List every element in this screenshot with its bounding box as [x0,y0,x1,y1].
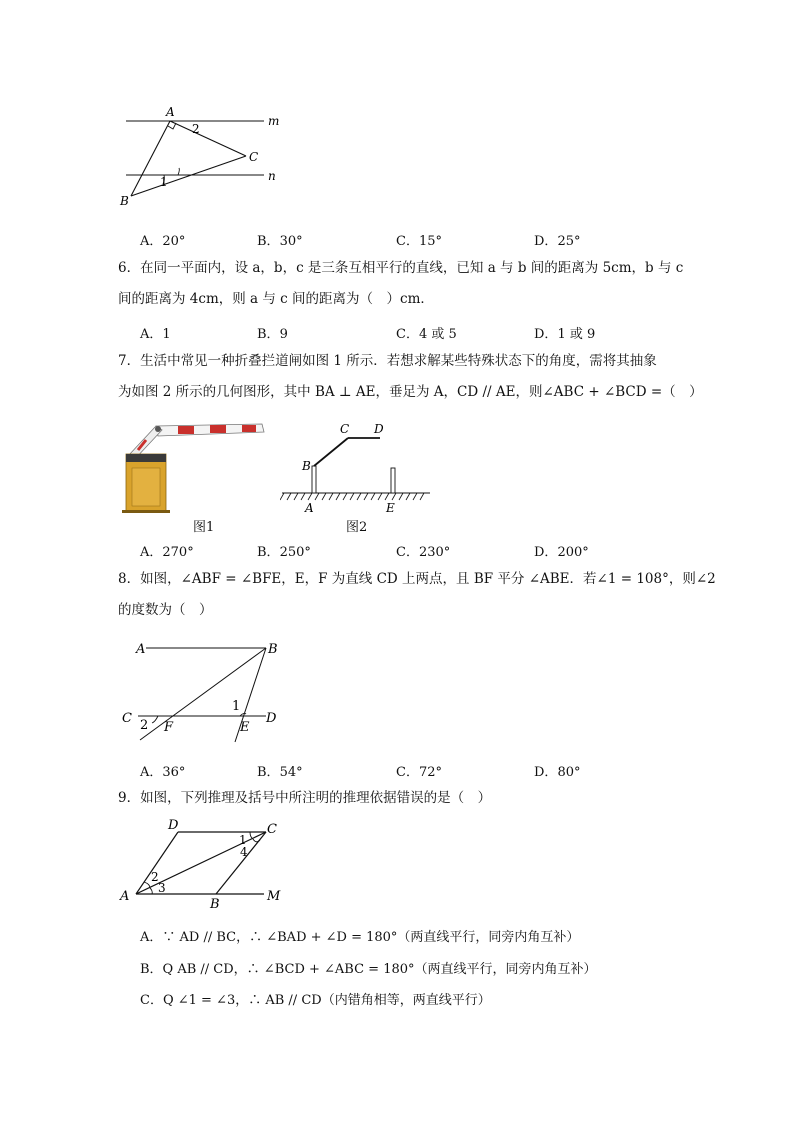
post-e [391,468,395,493]
label-two: 2 [192,122,200,136]
q7-figure1-barrier-gate [120,414,270,514]
label-d: D [374,422,384,436]
label-four: 4 [240,845,248,859]
q9-stem: 9．如图，下列推理及括号中所注明的推理依据错误的是（ ） [118,790,492,806]
q9-figure [116,816,296,908]
angle-2-arc [152,716,158,723]
q8-option-c: C．72° [396,765,442,780]
q9-option-a: A．∵ AD // BC，∴ ∠BAD + ∠D = 180°（两直线平行，同旁内角互补） [140,930,580,945]
figure1-caption: 图1 [193,520,215,535]
angle-2-arc [178,168,179,175]
label-e: E [240,720,250,735]
q7-stem-line1: 7．生活中常见一种折叠拦道闸如图 1 所示．若想求解某些特殊状态下的角度，需将其抽象 [118,353,657,369]
label-b: B [302,459,311,473]
q8-stem-line2: 的度数为（ ） [118,602,213,618]
label-a: A [136,642,146,657]
label-e: E [386,501,395,515]
label-three: 3 [158,881,166,895]
label-c: C [267,822,277,837]
q8-option-b: B．54° [257,765,303,780]
label-f: F [164,720,174,735]
label-one: 1 [160,175,168,189]
label-c: C [340,422,350,436]
figure2-caption: 图2 [346,520,368,535]
q9-option-c: C．Q ∠1 = ∠3，∴ AB // CD（内错角相等，两直线平行） [140,993,491,1008]
right-angle-mark [168,123,176,129]
angle-3-arc [150,888,152,894]
q7-option-c: C．230° [396,545,451,560]
q8-option-d: D．80° [534,765,581,780]
q9-option-b: B．Q AB // CD，∴ ∠BCD + ∠ABC = 180°（两直线平行，同旁内角互补） [140,962,597,977]
label-n: n [268,169,276,183]
segment-ac [170,121,246,156]
q6-option-a: A．1 [140,327,171,342]
q5-option-a: A．20° [140,234,186,249]
angle-4-arc [253,839,260,842]
q6-option-c: C．4 或 5 [396,327,457,342]
q6-stem-line2: 间的距离为 4cm，则 a 与 c 间的距离为（ ）cm． [118,291,434,307]
segment-ad [136,832,178,894]
label-c: C [122,711,132,726]
label-b: B [120,194,129,208]
label-m: M [267,889,281,904]
q5-option-c: C．15° [396,234,442,249]
ground-hatching [280,493,424,500]
q6-stem-line1: 6．在同一平面内，设 a，b，c 是三条互相平行的直线，已知 a 与 b 间的距离为 5cm，b 与 c [118,260,684,276]
q6-option-d: D．1 或 9 [534,327,596,342]
label-m: m [268,114,280,128]
label-two: 2 [151,870,159,884]
q7-option-a: A．270° [140,545,194,560]
q7-figure2 [280,420,440,518]
label-one: 1 [239,833,247,847]
q7-option-b: B．250° [257,545,311,560]
q5-figure [118,104,298,210]
label-b: B [210,897,220,908]
label-a: A [305,501,314,515]
q8-stem-line1: 8．如图，∠ABF = ∠BFE，E，F 为直线 CD 上两点，且 BF 平分 ∠ABE．若∠1 = 108°，则∠2 [118,571,716,587]
q8-figure [118,636,288,748]
label-a: A [120,889,130,904]
label-two: 2 [140,718,149,733]
q5-option-b: B．30° [257,234,303,249]
label-c: C [249,150,259,164]
label-d: D [168,818,179,833]
q6-option-b: B．9 [257,327,288,342]
q8-option-a: A．36° [140,765,186,780]
label-a: A [166,105,175,119]
q7-stem-line2: 为如图 2 所示的几何图形，其中 BA ⊥ AE，垂足为 A，CD // AE，则∠ABC + ∠BCD =（ ） [118,384,703,400]
label-b: B [268,642,278,657]
segment-bc [314,438,348,466]
label-d: D [266,711,277,726]
label-one: 1 [232,699,241,714]
post-a [312,466,316,493]
q7-option-d: D．200° [534,545,589,560]
q5-option-d: D．25° [534,234,581,249]
